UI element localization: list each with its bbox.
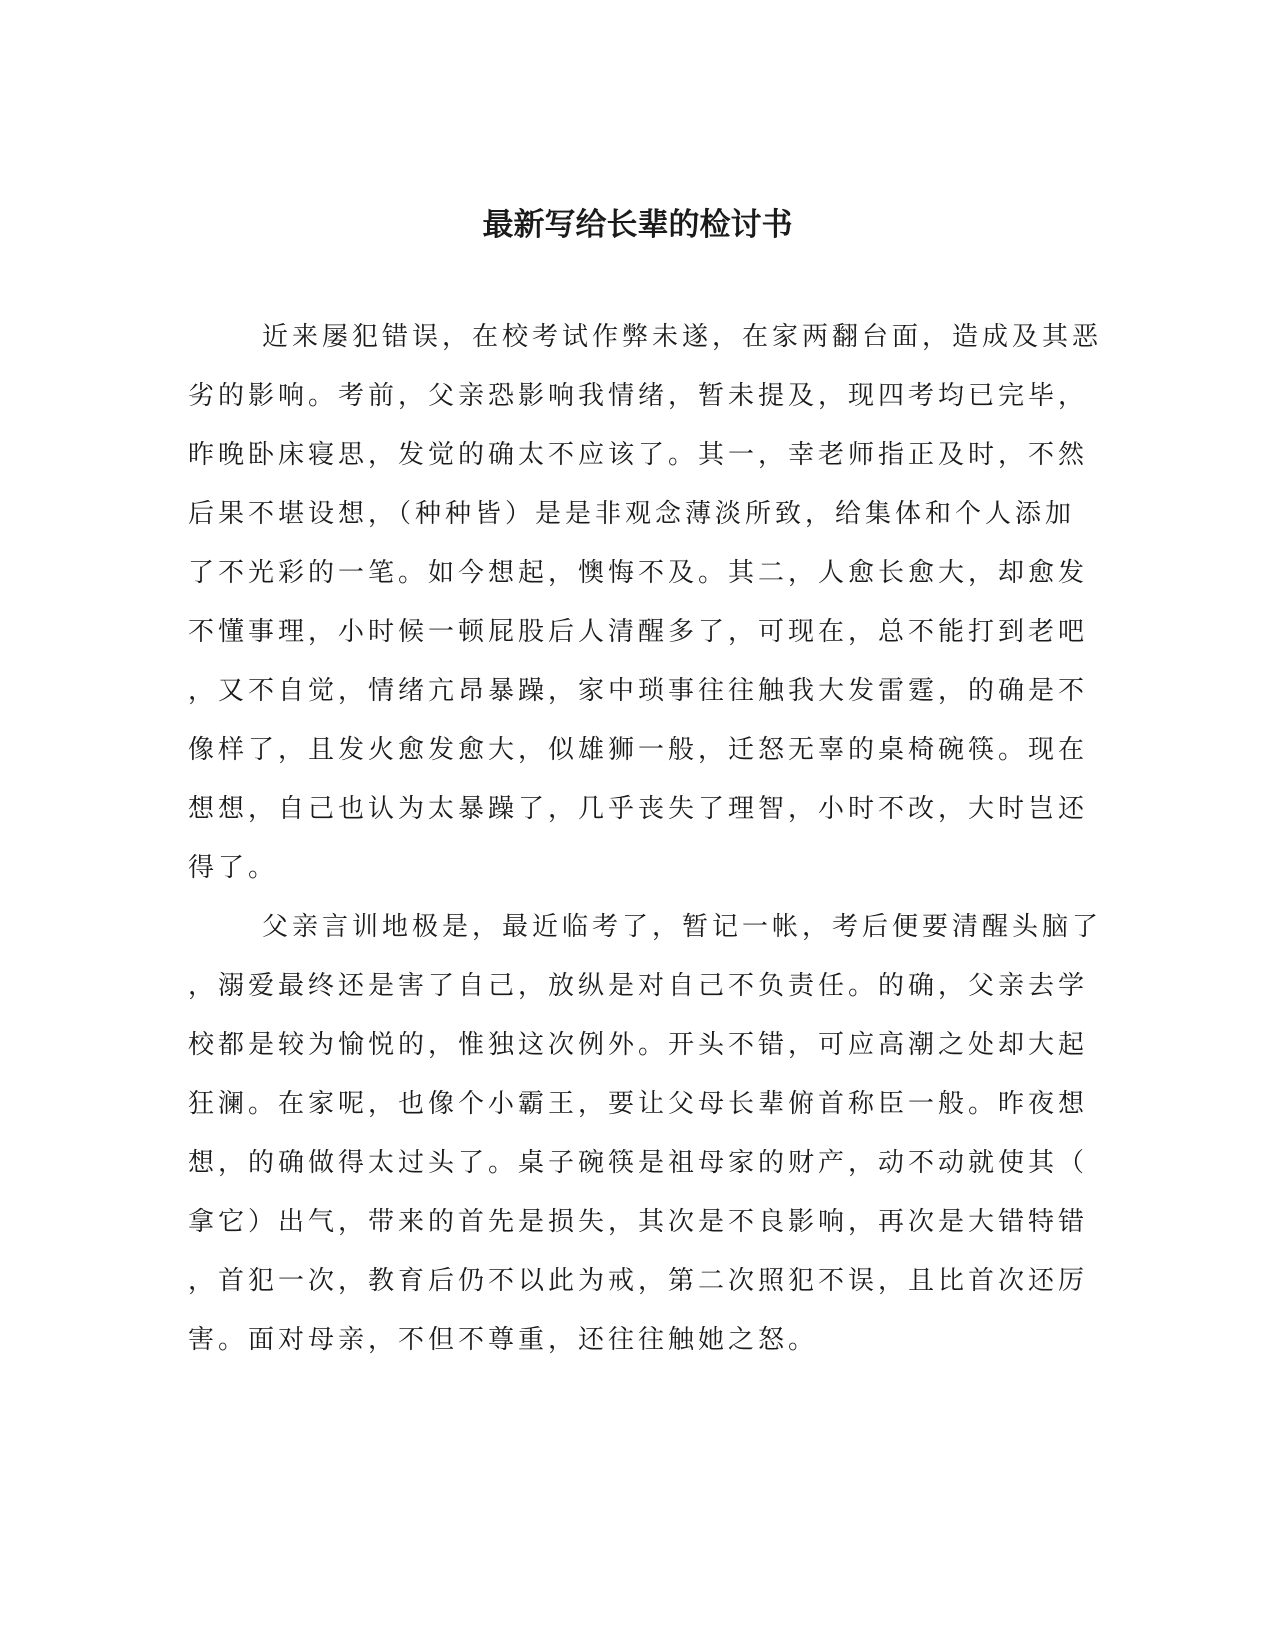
text-line: 想，的确做得太过头了。桌子碗筷是祖母家的财产，动不动就使其（ <box>188 1148 1089 1178</box>
text-line: ，首犯一次，教育后仍不以此为戒，第二次照犯不误，且比首次还厉 <box>188 1266 1089 1296</box>
text-line: 劣的影响。考前，父亲恐影响我情绪，暂未提及，现四考均已完毕， <box>188 381 1089 411</box>
text-line: 像样了，且发火愈发愈大，似雄狮一般，迁怒无辜的桌椅碗筷。现在 <box>188 735 1089 765</box>
text-line: 昨晚卧床寝思，发觉的确太不应该了。其一，幸老师指正及时，不然 <box>188 440 1089 470</box>
text-line: 后果不堪设想，（种种皆）是是非观念薄淡所致，给集体和个人添加 <box>188 499 1076 529</box>
text-line: 父亲言训地极是，最近临考了，暂记一帐，考后便要清醒头脑了 <box>262 912 1103 942</box>
document-title: 最新写给长辈的检讨书 <box>482 207 793 243</box>
text-line: ，溺爱最终还是害了自己，放纵是对自己不负责任。的确，父亲去学 <box>188 971 1089 1001</box>
text-line: 拿它）出气，带来的首先是损失，其次是不良影响，再次是大错特错 <box>188 1207 1089 1237</box>
text-line: 得了。 <box>188 853 279 883</box>
text-line: 了不光彩的一笔。如今想起，懊悔不及。其二，人愈长愈大，却愈发 <box>188 558 1089 588</box>
text-line: 近来屡犯错误，在校考试作弊未遂，在家两翻台面，造成及其恶 <box>262 322 1103 352</box>
text-line: 害。面对母亲，不但不尊重，还往往触她之怒。 <box>188 1325 819 1355</box>
text-line: 不懂事理，小时候一顿屁股后人清醒多了，可现在，总不能打到老吧 <box>188 617 1089 647</box>
text-line: 校都是较为愉悦的，惟独这次例外。开头不错，可应高潮之处却大起 <box>188 1030 1089 1060</box>
text-line: 想想，自己也认为太暴躁了，几乎丧失了理智，小时不改，大时岂还 <box>188 794 1089 824</box>
text-line: ，又不自觉，情绪亢昂暴躁，家中琐事往往触我大发雷霆，的确是不 <box>188 676 1089 706</box>
text-line: 狂澜。在家呢，也像个小霸王，要让父母长辈俯首称臣一般。昨夜想 <box>188 1089 1089 1119</box>
